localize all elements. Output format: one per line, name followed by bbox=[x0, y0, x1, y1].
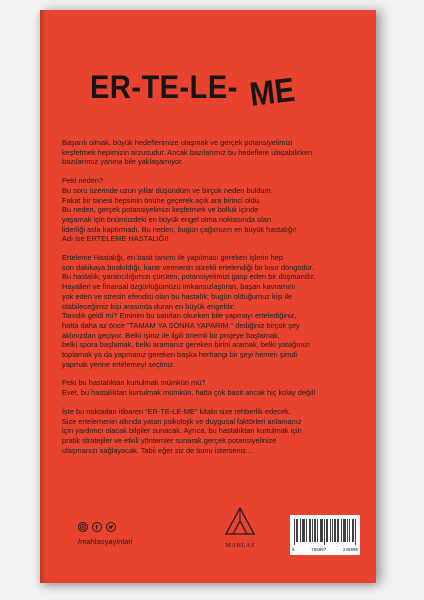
blurb-line: son dakikaya bırakıldığı, karar vermenin sürekli ertelendiği bir kısır döngüdür. bbox=[62, 262, 314, 272]
blurb-paragraph bbox=[62, 253, 366, 369]
book-title bbox=[90, 70, 330, 114]
blurb-line: Bu hastalık; yaratıcılığımızı çürüten, potansiyelimizi gasp eden bir düşmandır. bbox=[62, 272, 316, 282]
blurb-line: yapmak yerine ertelemeyi seçtiniz. bbox=[62, 359, 175, 369]
title-main: ER-TE-LE- bbox=[90, 70, 238, 106]
blurb-line: aklınızdan geçiyor. Belki işiniz ile ilgili önemli bir projeye başlamak, bbox=[62, 330, 280, 340]
blurb-line: Bu soru üzerinde uzun yıllar düşündüm ve birçok neden buldum. bbox=[62, 185, 273, 195]
blurb-line: bazılarımız yanına bile yaklaşamıyor. bbox=[62, 157, 184, 167]
mountain-logo-icon bbox=[224, 506, 256, 536]
back-cover bbox=[40, 10, 376, 583]
social-icons bbox=[78, 522, 116, 532]
blurb-line: liderliği asla kaptırmadı. Bu neden, bugün çağımızın en büyük hastalığı! bbox=[62, 224, 297, 234]
barcode bbox=[290, 515, 360, 555]
blurb-line: Size ertelemenin altında yatan psikolojik ve duygusal faktörleri anlamanız bbox=[62, 416, 302, 426]
twitter-icon bbox=[106, 522, 116, 532]
blurb-line: Erteleme Hastalığı, en basit tanımı ile yapılması gereken işlerin hep bbox=[62, 253, 284, 263]
blurb-line: Hayalleri ve finansal özgürlüğümüzü imkansızlaştıran, başarı kavramını bbox=[62, 282, 296, 292]
social-handle: /mahlasyayinlari bbox=[78, 537, 133, 546]
spine-shadow bbox=[40, 10, 46, 583]
blurb-text bbox=[62, 138, 366, 464]
barcode-bars bbox=[294, 519, 356, 545]
blurb-line: yaşamak için önümüzdeki en büyük engel olma noktasında olan bbox=[62, 214, 272, 224]
blurb-line: için yardımcı olacak bilgiler sunacak. Ayrıca, bu hastalıktan kurtulmak için bbox=[62, 426, 302, 436]
blurb-paragraph bbox=[62, 176, 366, 244]
barcode-digit-group: 9 bbox=[292, 549, 295, 553]
blurb-line: Başarılı olmak, büyük hedeflerimize ulaşmak ve gerçek potansiyelimizi bbox=[62, 138, 293, 147]
blurb-line: hatta daha az önce "TAMAM YA SONRA YAPARIM." dediğiniz birçok şey bbox=[62, 320, 300, 330]
blurb-line: Adı ise ERTELEME HASTALIĞI! bbox=[62, 234, 169, 244]
facebook-icon bbox=[92, 522, 102, 532]
blurb-line: Peki bu hastalıktan kurtulmak mümkün mü? bbox=[62, 378, 206, 388]
blurb-line: keşfetmek hepimizin arzusudur. Ancak bazılarımız bu hedeflere ulaşabilirken bbox=[62, 147, 313, 157]
blurb-line: Tanıdık geldi mi? Eminim bu satırları okurken bile yapmayı ertelediğiniz, bbox=[62, 311, 297, 321]
blurb-paragraph bbox=[62, 378, 366, 397]
title-suffix: ME bbox=[247, 71, 297, 114]
blurb-line: yok eden ve stresin efendisi olan bu hastalık; bugün olduğumuz kişi ile bbox=[62, 291, 293, 301]
blurb-line: Evet, bu hastalıktan kurtulmak mümkün, hatta çok basit ancak hiç kolay değil! bbox=[62, 388, 316, 398]
publisher-name: MAHLAS bbox=[225, 542, 255, 549]
publisher-logo bbox=[218, 506, 262, 549]
blurb-line: ulaşmanızı sağlayacak. Tabii eğer siz de bunu isterseniz... bbox=[62, 445, 253, 455]
instagram-icon bbox=[78, 522, 88, 532]
blurb-line: toplamak ya da yapmanız gereken başka herhangi bir şeyi hemen şimdi bbox=[62, 350, 297, 360]
blurb-line: Fakat bir tanesi hepsinin önüne geçerek açık ara birinci oldu. bbox=[62, 195, 261, 205]
barcode-number bbox=[292, 549, 358, 553]
blurb-line: pratik stratejiler ve etkili yöntemler sunarak gerçek potansiyelinize bbox=[62, 435, 277, 445]
barcode-digit-group: 245090 bbox=[342, 549, 358, 553]
barcode-digit-group: 786057 bbox=[311, 549, 327, 553]
blurb-line: İşte bu noktadan itibaren "ER-TE-LE-ME" kitabı size rehberlik edecek. bbox=[62, 406, 291, 416]
blurb-paragraph bbox=[62, 407, 366, 456]
blurb-line: Peki neden? bbox=[62, 176, 104, 186]
blurb-paragraph bbox=[62, 138, 366, 167]
blurb-line: Bu neden, gerçek potansiyelimizi keşfetmek ve bolluk içinde bbox=[62, 205, 259, 215]
blurb-line: belki spora başlamak, belki aramanız gereken birini aramak, belki yatağınızı bbox=[62, 340, 311, 350]
blurb-line: olabileceğimiz kişi arasında duran en büyük engeldir. bbox=[62, 301, 235, 311]
